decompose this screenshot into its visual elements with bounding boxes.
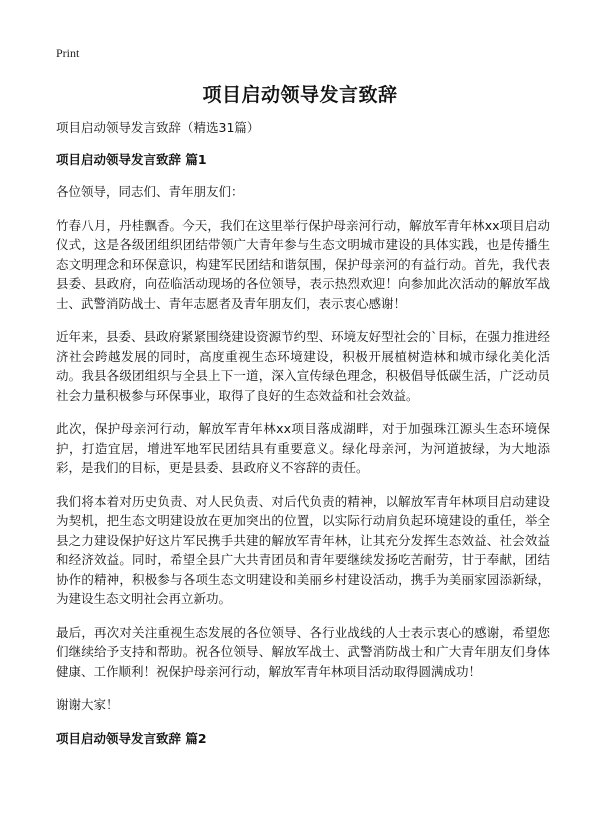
section-heading-2: 项目启动领导发言致辞 篇2 [56,730,207,746]
print-link[interactable]: Print [56,46,80,60]
body-paragraph: 近年来，县委、县政府紧紧围绕建设资源节约型、环境友好型社会的`目标，在强力推进经济社会跨越发展的同时，高度重视生态环境建设，积极开展植树造林和城市绿化美化活动。我县各级团组织与全县上下一道，深入宣传绿色理念，积极倡导低碳生活，广泛动员社会力量积极参与环保事业，取得了良好的生态效益和社会效益。 [56,329,550,403]
page-title: 项目启动领导发言致辞 [202,84,398,106]
body-paragraph: 我们将本着对历史负责、对人民负责、对后代负责的精神，以解放军青年林项目启动建设为契机，把生态文明建设放在更加突出的位置，以实际行动肩负起环境建设的重任，举全县之力建设保护好这片军民携手共建的解放军青年林，让其充分发挥生态效益、社会效益和经济效益。同时，希望全县广大共青团员和青年要继续发扬吃苦耐劳，甘于奉献，团结协作的精神，积极参与各项生态文明建设和美丽乡村建设活动，携手为美丽家园添新绿，为建设生态文明社会再立新功。 [56,493,550,606]
body-paragraph: 竹春八月，丹桂飘香。今天，我们在这里举行保护母亲河行动，解放军青年林xx项目启动仪式，这是各级团组织团结带领广大青年参与生态文明城市建设的具体实践，也是传播生态文明理念和环保意识，构建军民团结和谐氛围，保护母亲河的有益行动。首先，我代表县委、县政府，向莅临活动现场的各位领导，表示热烈欢迎！向参加此次活动的解放军战士、武警消防战士、青年志愿者及青年朋友们，表示衷心感谢！ [56,217,550,311]
article-subtitle: 项目启动领导发言致辞（精选31篇） [56,120,260,135]
body-paragraph: 最后，再次对关注重视生态发展的各位领导、各行业战线的人士表示衷心的感谢，希望您们继续给予支持和帮助。祝各位领导、解放军战士、武警消防战士和广大青年朋友们身体健康、工作顺利！祝保护母亲河行动，解放军青年林项目活动取得圆满成功！ [56,624,550,679]
body-paragraph: 此次，保护母亲河行动，解放军青年林xx项目落成湖畔，对于加强珠江源头生态环境保护，打造宜居，增进军地军民团结具有重要意义。绿化母亲河，为河道披绿，为大地添彩，是我们的目标，更是县委、县政府义不容辞的责任。 [56,421,550,475]
article-body [56,118,550,761]
closing-paragraph: 谢谢大家！ [56,697,119,712]
greeting-paragraph: 各位领导，同志们、青年朋友们： [56,184,244,199]
section-heading-1: 项目启动领导发言致辞 篇1 [56,152,207,167]
